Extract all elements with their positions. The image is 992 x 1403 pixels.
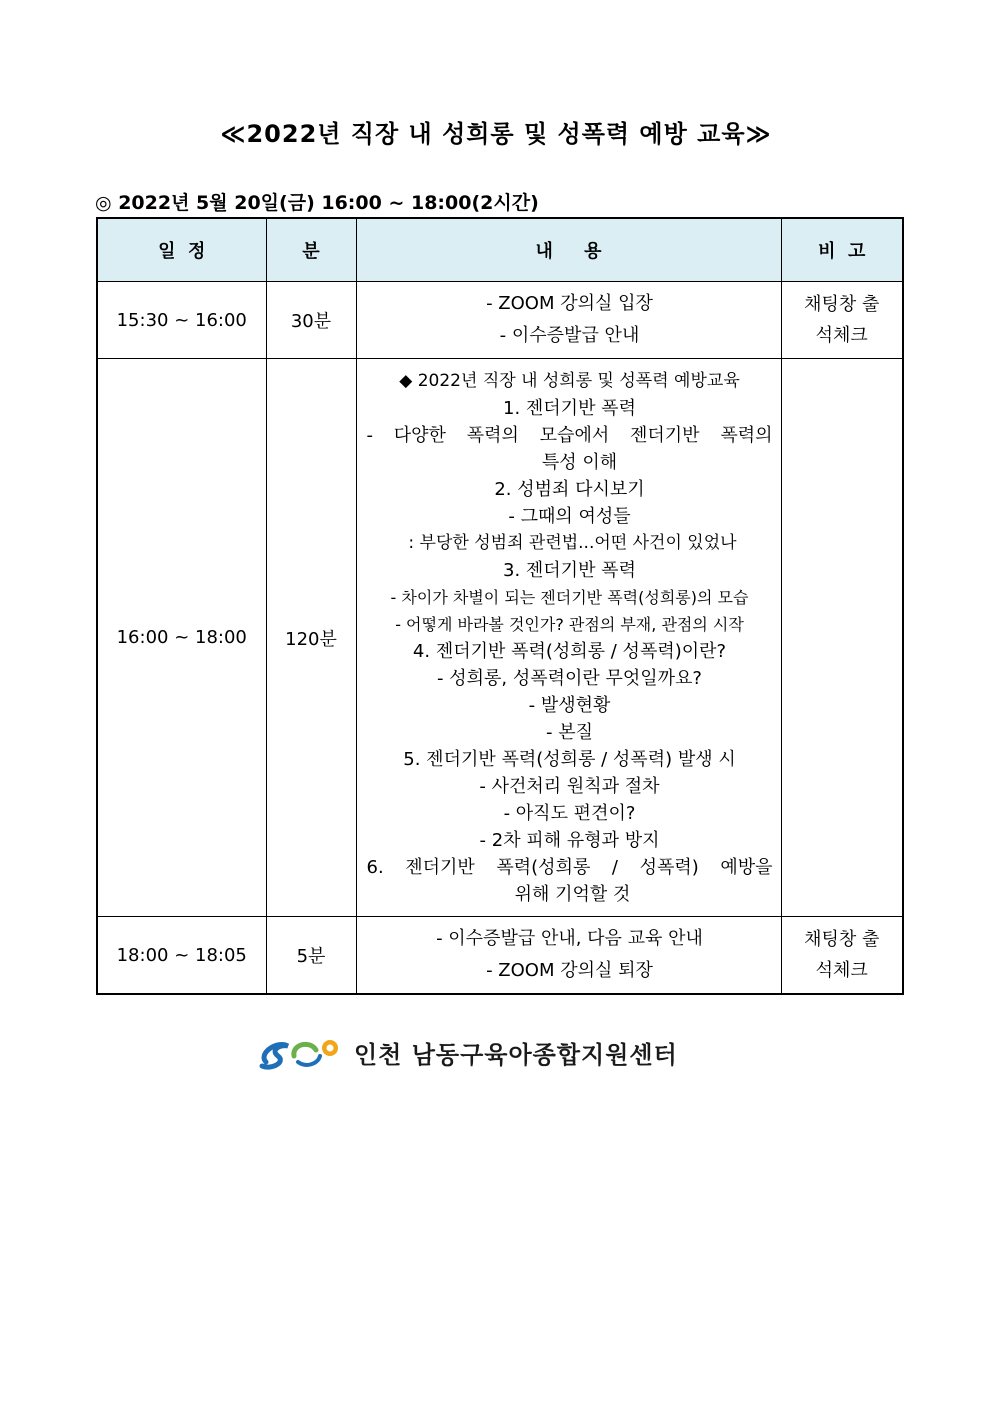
content-line: - 성희롱, 성폭력이란 무엇일까요? — [437, 667, 702, 689]
content-cell — [356, 359, 781, 917]
content-line: 6. 젠더기반 폭력(성희롱 / 성폭력) 예방을 — [366, 856, 773, 878]
content-line: - 다양한 폭력의 모습에서 젠더기반 폭력의 — [366, 424, 773, 446]
note-cell — [781, 917, 903, 995]
content-line: - 발생현황 — [528, 694, 611, 716]
footer — [258, 1030, 758, 1074]
header-schedule: 일 정 — [97, 218, 266, 282]
minutes-cell: 5분 — [266, 917, 356, 995]
content-line: 4. 젠더기반 폭력(성희롱 / 성폭력)이란? — [412, 640, 727, 662]
content-line: ◆ 2022년 직장 내 성희롱 및 성폭력 예방교육 — [399, 370, 740, 391]
content-cell — [356, 917, 781, 995]
table-row — [97, 359, 903, 917]
note-line: 채팅창 출 — [804, 294, 880, 315]
content-line: - ZOOM 강의실 입장 — [486, 293, 653, 314]
content-line: 위해 기억할 것 — [514, 883, 631, 905]
content-line: - 차이가 차별이 되는 젠더기반 폭력(성희롱)의 모습 — [390, 587, 749, 607]
content-cell — [356, 282, 781, 359]
content-line: - 이수증발급 안내 — [499, 325, 640, 346]
content-line: - ZOOM 강의실 퇴장 — [486, 960, 653, 981]
content-line: : 부당한 성범죄 관련법...어떤 사건이 있었나 — [408, 532, 737, 553]
content-line: 5. 젠더기반 폭력(성희롱 / 성폭력) 발생 시 — [403, 748, 736, 770]
minutes-cell: 30분 — [266, 282, 356, 359]
content-line: 특성 이해 — [541, 451, 618, 473]
content-line: 1. 젠더기반 폭력 — [503, 397, 636, 419]
time-cell: 18:00 ~ 18:05 — [97, 917, 266, 995]
event-date-line: ◎ 2022년 5월 20일(금) 16:00 ~ 18:00(2시간) — [95, 192, 539, 214]
content-line: - 2차 피해 유형과 방지 — [479, 829, 660, 851]
organization-name: 인천 남동구육아종합지원센터 — [354, 1040, 678, 1069]
content-line: - 이수증발급 안내, 다음 교육 안내 — [436, 928, 703, 949]
note-line: 석체크 — [815, 325, 868, 346]
note-cell — [781, 359, 903, 917]
table-header-row — [97, 218, 903, 282]
note-line: 석체크 — [815, 960, 868, 981]
table-row — [97, 282, 903, 359]
time-cell: 15:30 ~ 16:00 — [97, 282, 266, 359]
content-line: - 본질 — [546, 721, 593, 743]
content-line: 3. 젠더기반 폭력 — [503, 559, 636, 581]
time-cell: 16:00 ~ 18:00 — [97, 359, 266, 917]
table-row — [97, 917, 903, 995]
content-line: - 아직도 편견이? — [503, 802, 636, 824]
header-note: 비 고 — [781, 218, 903, 282]
content-line: - 사건처리 원칙과 절차 — [479, 775, 660, 797]
content-line: - 그때의 여성들 — [508, 505, 631, 527]
center-logo-icon — [258, 1032, 346, 1072]
note-line: 채팅창 출 — [804, 929, 880, 950]
content-line: 2. 성범죄 다시보기 — [494, 478, 645, 500]
content-line: - 어떻게 바라볼 것인가? 관점의 부재, 관점의 시작 — [395, 614, 744, 634]
document-title: ≪2022년 직장 내 성희롱 및 성폭력 예방 교육≫ — [220, 120, 772, 148]
header-content: 내 용 — [356, 218, 781, 282]
schedule-table — [96, 217, 904, 995]
note-cell — [781, 282, 903, 359]
minutes-cell: 120분 — [266, 359, 356, 917]
header-minutes: 분 — [266, 218, 356, 282]
